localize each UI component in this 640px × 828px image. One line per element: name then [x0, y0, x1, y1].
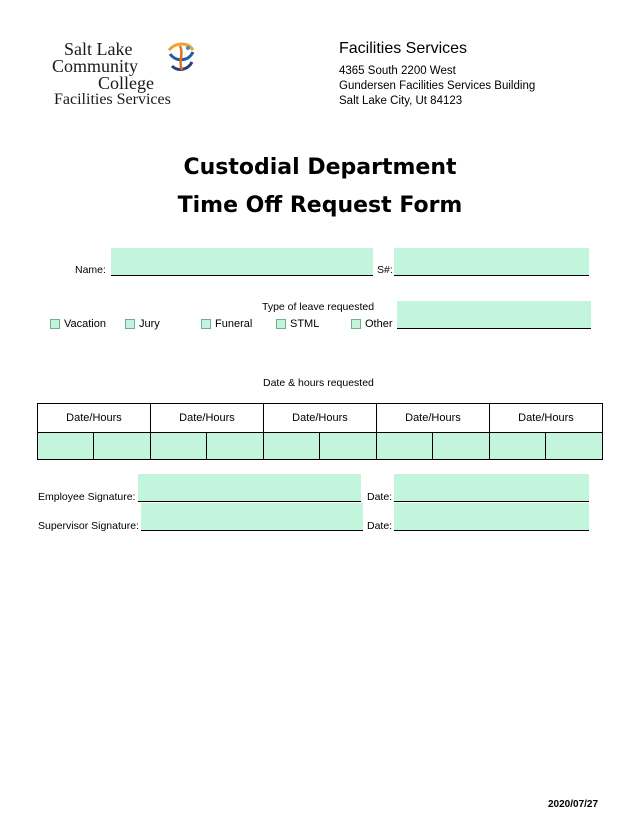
address-line-2: Gundersen Facilities Services Building — [339, 80, 536, 92]
name-field[interactable] — [111, 248, 373, 276]
column-header: Date/Hours — [150, 404, 263, 433]
jury-label: Jury — [139, 318, 160, 330]
snum-field[interactable] — [394, 248, 589, 276]
logo-line-3: College — [98, 73, 154, 93]
address-line-3: Salt Lake City, Ut 84123 — [339, 95, 463, 107]
hours-cell[interactable] — [94, 433, 151, 460]
column-header: Date/Hours — [489, 404, 602, 433]
checkbox-box — [351, 319, 361, 329]
employee-signature-field[interactable] — [138, 474, 361, 502]
employee-date-label: Date: — [367, 491, 393, 503]
checkbox-box — [125, 319, 135, 329]
snum-label: S#: — [377, 264, 393, 276]
column-header: Date/Hours — [263, 404, 376, 433]
date-cell[interactable] — [376, 433, 432, 460]
date-cell[interactable] — [489, 433, 545, 460]
form-title-line-2: Time Off Request Form — [177, 193, 463, 218]
form-title-line-1: Custodial Department — [183, 155, 457, 180]
supervisor-date-field[interactable] — [394, 503, 589, 531]
hours-cell[interactable] — [433, 433, 490, 460]
hours-cell[interactable] — [207, 433, 264, 460]
funeral-checkbox[interactable] — [201, 318, 252, 330]
name-label: Name: — [75, 264, 106, 276]
hours-cell[interactable] — [320, 433, 377, 460]
date-cell[interactable] — [150, 433, 206, 460]
logo-line-2: Community — [52, 56, 139, 76]
table-row — [38, 433, 603, 460]
column-header: Date/Hours — [376, 404, 489, 433]
org-name: Facilities Services — [339, 40, 468, 57]
college-logo — [50, 40, 200, 112]
jury-checkbox[interactable] — [125, 318, 160, 330]
vacation-label: Vacation — [64, 318, 106, 330]
supervisor-date-label: Date: — [367, 520, 393, 532]
date-cell[interactable] — [38, 433, 94, 460]
other-checkbox[interactable] — [351, 318, 393, 330]
logo-line-4: Facilities Services — [54, 91, 171, 108]
date-hours-heading: Date & hours requested — [263, 377, 374, 389]
logo-line-1: Salt Lake — [64, 39, 133, 59]
other-leave-field[interactable] — [397, 301, 591, 329]
funeral-label: Funeral — [215, 318, 253, 330]
revision-date: 2020/07/27 — [548, 799, 599, 810]
leave-type-heading: Type of leave requested — [262, 301, 375, 313]
stml-label: STML — [290, 318, 320, 330]
checkbox-box — [50, 319, 60, 329]
checkbox-box — [276, 319, 286, 329]
supervisor-signature-field[interactable] — [141, 503, 363, 531]
college-emblem-icon — [166, 40, 196, 76]
table-header-row — [38, 404, 603, 433]
other-label: Other — [365, 318, 393, 330]
vacation-checkbox[interactable] — [50, 318, 106, 330]
column-header: Date/Hours — [38, 404, 151, 433]
address-line-1: 4365 South 2200 West — [339, 65, 456, 77]
supervisor-signature-label: Supervisor Signature: — [38, 520, 139, 532]
date-cell[interactable] — [263, 433, 319, 460]
hours-cell[interactable] — [546, 433, 603, 460]
stml-checkbox[interactable] — [276, 318, 319, 330]
employee-signature-label: Employee Signature: — [38, 491, 136, 503]
date-hours-table — [37, 403, 603, 460]
checkbox-box — [201, 319, 211, 329]
employee-date-field[interactable] — [394, 474, 589, 502]
